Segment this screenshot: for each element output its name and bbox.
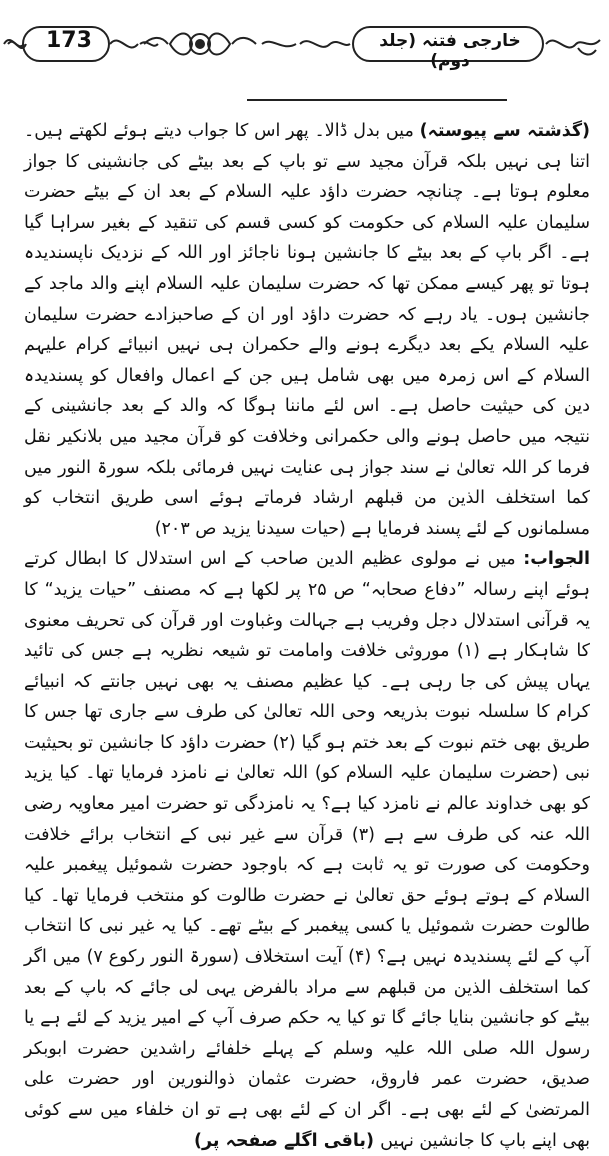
paragraph-1-text: میں بدل ڈالا۔ پھر اس کا جواب دیتے ہوئے لکھتے ہیں۔ اتنا ہی نہیں بلکہ قرآن مجید سے تو باپ کے بعد بیٹے کی جانشینی کا جواز معلوم ہوتا ہے۔ چنانچہ حضرت داؤد علیہ السلام کے بعد ان کے بیٹے حضرت سلیمان علیہ السلام کی حکومت کو کسی قسم کی تنقید کے بغیر سراہا گیا ہے۔ اگر باپ کے بعد بیٹے کا جانشین ہونا ناجائز اور اللہ کے نزدیک ناپسندیدہ ہوتا تو پھر کیسے ممکن تھا کہ حضرت سلیمان علیہ السلام اپنے والد ماجد کے جانشین ہوں۔ یاد رہے کہ حضرت داؤد اور ان کے صاحبزادے حضرت سلیمان علیہ السلام یکے بعد دیگرے ہونے والے حکمران ہی نہیں انبیائے کرام علیہم السلام کے اس زمرہ میں بھی شامل ہیں جن کے اعمال وافعال کو پسندیدہ دین کی حیثیت حاصل ہے۔ اس لئے ماننا ہوگا کہ والد کے بعد جانشینی کے نتیجہ میں حاصل ہونے والی حکمرانی وخلافت کو قرآن مجید میں بلانکیر نقل فرما کر اللہ تعالیٰ نے سند جواز ہی عنایت نہیں فرمائی بلکہ سورۃ النور میں کما استخلف الذین من قبلھم ارشاد فرماتے ہوئے اسی طریق انتخاب کو مسلمانوں کے لئے پسند فرمایا ہے (حیات سیدنا یزید ص ۲۰۳): [24, 121, 590, 539]
paragraph-2: [24, 544, 590, 1156]
paragraph-1: [24, 116, 590, 544]
book-title: خارجی فتنہ (جلد دوم): [379, 31, 521, 71]
page-body: [24, 116, 590, 1156]
answer-heading: الجواب:: [523, 549, 590, 570]
continued-on-next-page: (باقی اگلے صفحہ پر): [194, 1130, 381, 1151]
paragraph-2-text: میں نے مولوی عظیم الدین صاحب کے اس استدلال کا ابطال کرتے ہوئے اپنے رسالہ ”دفاع صحابہ“ ص ۲۵ پر لکھا ہے کہ مصنف ”حیات یزید“ کا یہ قرآنی استدلال دجل وفریب ہے جہالت وغباوت اور قرآن کی تحریف معنوی کا شاہکار ہے (۱) موروثی خلافت وامامت تو شیعہ نظریہ ہے جس کی تائید یہاں پیش کی جا رہی ہے۔ کیا عظیم مصنف یہ بھی نہیں جانتے کہ انبیائے کرام کا سلسلہ نبوت بذریعہ وحی اللہ تعالیٰ کی طرف سے جاری تھا جس کا طریق بھی ختم نبوت کے بعد ختم ہو گیا (۲) حضرت داؤد کا جانشین تو بحیثیت نبی (حضرت سلیمان علیہ السلام کو) اللہ تعالیٰ نے نامزد فرمایا تھا۔ کیا یزید کو بھی خداوند عالم نے نامزد کیا ہے؟ یہ نامزدگی تو حضرت امیر معاویہ رضی اللہ عنہ کی طرف سے ہے (۳) قرآن سے غیر نبی کے انتخاب برائے خلافت وحکومت کی صورت تو یہ ثابت ہے کہ باوجود حضرت شموئیل پیغمبر علیہ السلام کے ہوتے ہوئے حق تعالیٰ نے حضرت طالوت کو منتخب فرمایا تھا۔ کیا طالوت حضرت شموئیل یا کسی پیغمبر کے بیٹے تھے۔ کیا یہ غیر نبی کا انتخاب آپ کے لئے پسندیدہ نہیں ہے؟ (۴) آیت استخلاف (سورۃ النور رکوع ۷) میں اگر کما استخلف الذین من قبلھم سے مراد بالفرض یہی لی جائے کہ باپ کے بعد بیٹے کو جانشین بنایا جائے گا تو کیا یہ حکم صرف آپ کے امیر یزید کے لئے ہے یا رسول اللہ صلی اللہ علیہ وسلم کے پہلے خلفائے راشدین حضرت ابوبکر صدیق، حضرت عمر فاروق، حضرت عثمان ذوالنورین اور حضرت علی المرتضیٰ کے لئے بھی ہے۔ اگر ان کے لئے بھی ہے تو ان خلفاء میں سے کوئی بھی اپنے باپ کا جانشین نہیں: [24, 549, 591, 1151]
header-divider: [247, 99, 507, 101]
continuation-marker: (گذشتہ سے پیوستہ): [419, 121, 590, 141]
page-header: [0, 0, 609, 92]
page-number: 173: [46, 28, 92, 53]
